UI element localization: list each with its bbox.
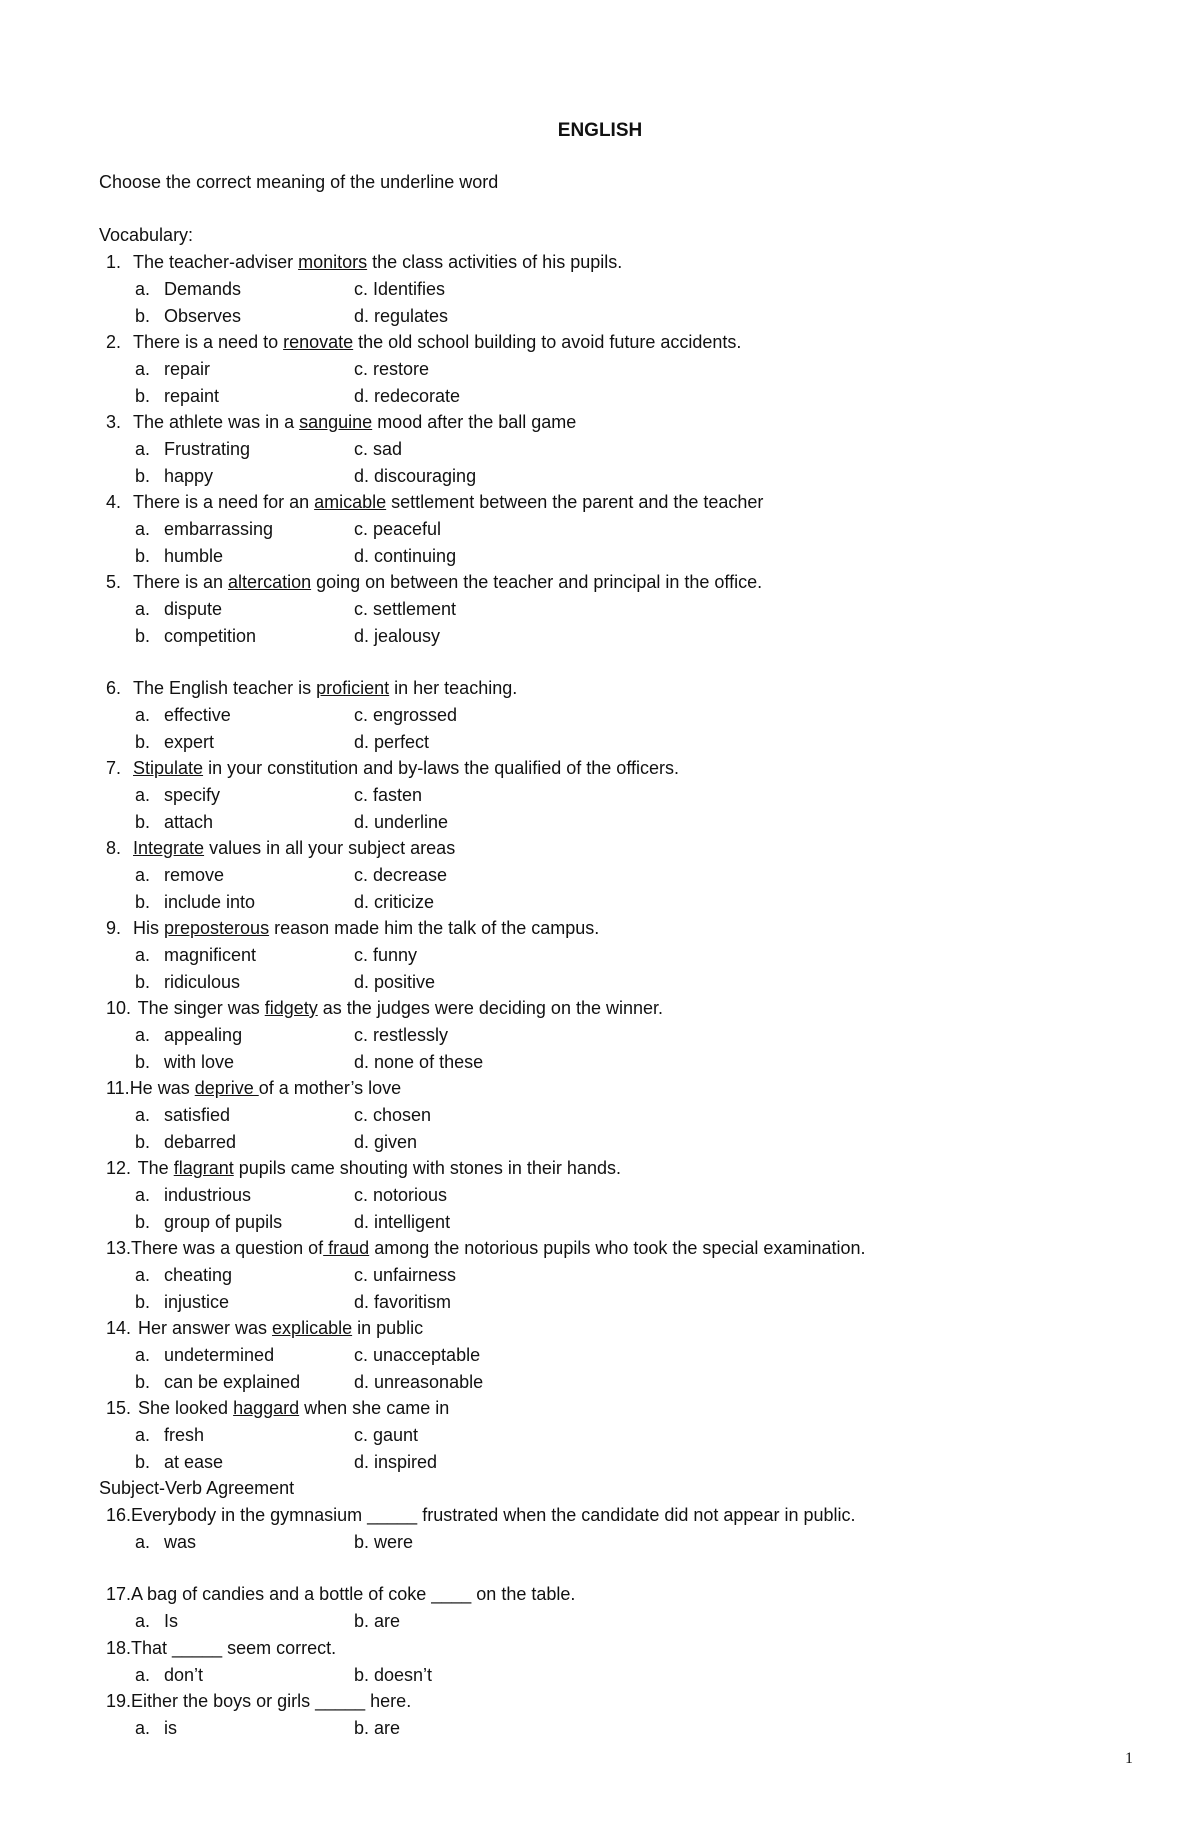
option-d: d. favoritism — [354, 1291, 452, 1312]
option-letter: b. — [135, 1211, 151, 1232]
option-text: is — [164, 1717, 177, 1738]
question-text: There was a question of — [131, 1238, 324, 1258]
option-a — [135, 439, 250, 460]
option-letter: b. — [135, 385, 151, 406]
option-text: specify — [164, 784, 221, 805]
option-c: c. gaunt — [354, 1424, 419, 1445]
option-a — [135, 1265, 232, 1286]
option-letter: a. — [135, 1664, 151, 1685]
question-text: when she came in — [299, 1398, 450, 1418]
option-b — [135, 626, 256, 647]
option-text: Demands — [164, 278, 242, 299]
option-text: industrious — [164, 1184, 252, 1205]
question-text: in her teaching. — [389, 678, 518, 698]
option-letter: a. — [135, 1024, 151, 1045]
question-number: 13. — [106, 1238, 132, 1258]
option-c: c. settlement — [354, 598, 457, 619]
option-text: expert — [164, 731, 215, 752]
question-text: She looked — [133, 1398, 234, 1418]
question-number: 16. — [106, 1505, 132, 1525]
question-stem — [106, 412, 576, 433]
question-number: 17. — [106, 1584, 132, 1604]
option-letter: b. — [135, 305, 151, 326]
option-text: don’t — [164, 1664, 204, 1685]
option-a — [135, 1185, 251, 1206]
underlined-word: sanguine — [299, 412, 373, 432]
question-text: The teacher-adviser — [133, 252, 299, 272]
option-text: embarrassing — [164, 518, 274, 539]
option-b: b. doesn’t — [354, 1664, 433, 1685]
underlined-word: altercation — [228, 572, 312, 592]
option-letter: a. — [135, 1531, 151, 1552]
option-c: c. decrease — [354, 864, 448, 885]
question-stem — [106, 1691, 411, 1712]
option-a — [135, 1025, 242, 1046]
option-letter: a. — [135, 944, 151, 965]
question-text: reason made him the talk of the campus. — [269, 918, 600, 938]
option-d: d. underline — [354, 811, 449, 832]
question-stem — [106, 1398, 449, 1419]
option-d: d. regulates — [354, 305, 449, 326]
option-text: Is — [164, 1610, 179, 1631]
question-text: The athlete was in a — [133, 412, 300, 432]
option-d: d. positive — [354, 971, 436, 992]
option-a — [135, 1345, 274, 1366]
document-title: ENGLISH — [557, 120, 643, 141]
question-stem — [106, 758, 679, 779]
option-text: satisfied — [164, 1104, 231, 1125]
question-text: settlement between the parent and the teacher — [386, 492, 764, 512]
question-text: going on between the teacher and principal in the office. — [311, 572, 763, 592]
section-vocabulary: Vocabulary: — [99, 225, 194, 245]
question-stem — [106, 1078, 401, 1099]
underlined-word: fidgety — [264, 998, 318, 1018]
option-text: competition — [164, 625, 257, 646]
option-b: b. were — [354, 1531, 414, 1552]
question-text: The — [133, 1158, 174, 1178]
option-text: at ease — [164, 1451, 224, 1472]
underlined-word: amicable — [314, 492, 387, 512]
option-letter: b. — [135, 1451, 151, 1472]
section-subject-verb-agreement: Subject-Verb Agreement — [99, 1478, 295, 1498]
question-number: 11. — [106, 1078, 130, 1098]
question-text: His — [133, 918, 164, 938]
question-number: 6. — [106, 678, 122, 698]
underlined-word: fraud — [323, 1238, 370, 1258]
question-stem — [106, 1238, 866, 1259]
underlined-word: preposterous — [164, 918, 270, 938]
option-a — [135, 1718, 177, 1739]
option-text: was — [164, 1531, 197, 1552]
option-letter: b. — [135, 545, 151, 566]
option-text: repaint — [164, 385, 220, 406]
question-number: 12. — [106, 1158, 132, 1178]
option-text: happy — [164, 465, 214, 486]
underlined-word: explicable — [272, 1318, 353, 1338]
underlined-word: Stipulate — [133, 758, 204, 778]
option-a — [135, 705, 231, 726]
option-c: c. unfairness — [354, 1264, 457, 1285]
question-number: 14. — [106, 1318, 132, 1338]
question-text: of a mother’s love — [258, 1078, 402, 1098]
option-letter: b. — [135, 971, 151, 992]
option-a — [135, 1532, 196, 1553]
option-letter: a. — [135, 1264, 151, 1285]
option-b: b. are — [354, 1610, 401, 1631]
option-text: magnificent — [164, 944, 257, 965]
question-text: That _____ seem correct. — [131, 1638, 337, 1658]
question-text: the class activities of his pupils. — [367, 252, 623, 272]
option-letter: b. — [135, 1051, 151, 1072]
question-text: The singer was — [133, 998, 265, 1018]
option-a — [135, 865, 224, 886]
option-letter: a. — [135, 1610, 151, 1631]
question-text: the old school building to avoid future accidents. — [353, 332, 742, 352]
option-d: d. perfect — [354, 731, 430, 752]
option-c: c. unacceptable — [354, 1344, 481, 1365]
option-b — [135, 386, 219, 407]
option-text: appealing — [164, 1024, 243, 1045]
instructions: Choose the correct meaning of the underline word — [99, 172, 499, 192]
option-text: dispute — [164, 598, 223, 619]
option-d: d. none of these — [354, 1051, 484, 1072]
option-b — [135, 1052, 234, 1073]
option-text: attach — [164, 811, 214, 832]
underlined-word: Integrate — [133, 838, 205, 858]
option-letter: a. — [135, 1344, 151, 1365]
question-number: 19. — [106, 1691, 132, 1711]
option-a — [135, 785, 220, 806]
question-number: 2. — [106, 332, 122, 352]
option-d: d. criticize — [354, 891, 435, 912]
option-letter: b. — [135, 1291, 151, 1312]
option-text: injustice — [164, 1291, 230, 1312]
question-number: 9. — [106, 918, 122, 938]
option-d: d. jealousy — [354, 625, 441, 646]
option-c: c. peaceful — [354, 518, 442, 539]
question-number: 10. — [106, 998, 132, 1018]
option-letter: b. — [135, 625, 151, 646]
option-letter: b. — [135, 731, 151, 752]
question-text: among the notorious pupils who took the special examination. — [369, 1238, 866, 1258]
question-stem — [106, 1638, 336, 1659]
option-text: humble — [164, 545, 224, 566]
question-text: A bag of candies and a bottle of coke ____ on the table. — [131, 1584, 576, 1604]
option-text: Frustrating — [164, 438, 251, 459]
option-text: include into — [164, 891, 256, 912]
question-text: values in all your subject areas — [204, 838, 456, 858]
option-c: c. fasten — [354, 784, 423, 805]
option-text: fresh — [164, 1424, 205, 1445]
option-c: c. engrossed — [354, 704, 458, 725]
question-number: 3. — [106, 412, 122, 432]
question-stem — [106, 572, 762, 593]
question-stem — [106, 918, 599, 939]
option-a — [135, 359, 210, 380]
question-stem — [106, 998, 663, 1019]
option-text: cheating — [164, 1264, 233, 1285]
question-stem — [106, 1318, 423, 1339]
option-a — [135, 1611, 178, 1632]
question-text: mood after the ball game — [372, 412, 577, 432]
question-text: pupils came shouting with stones in their hands. — [233, 1158, 621, 1178]
option-c: c. chosen — [354, 1104, 432, 1125]
underlined-word: haggard — [233, 1398, 300, 1418]
question-text: Everybody in the gymnasium _____ frustrated when the candidate did not appear in public. — [131, 1505, 856, 1525]
option-letter: a. — [135, 1104, 151, 1125]
option-b — [135, 972, 240, 993]
option-letter: a. — [135, 438, 151, 459]
question-text: The English teacher is — [133, 678, 317, 698]
option-b — [135, 1372, 300, 1393]
option-d: d. intelligent — [354, 1211, 451, 1232]
question-stem — [106, 678, 517, 699]
question-stem — [106, 838, 455, 859]
question-text: There is an — [133, 572, 229, 592]
option-letter: a. — [135, 278, 151, 299]
question-number: 8. — [106, 838, 122, 858]
question-number: 18. — [106, 1638, 132, 1658]
question-text: There is a need to — [133, 332, 284, 352]
option-letter: a. — [135, 784, 151, 805]
option-b — [135, 1212, 282, 1233]
option-b — [135, 466, 213, 487]
question-text: in your constitution and by-laws the qualified of the officers. — [203, 758, 679, 778]
option-a — [135, 1105, 230, 1126]
option-letter: b. — [135, 1131, 151, 1152]
question-number: 15. — [106, 1398, 132, 1418]
underlined-word: proficient — [316, 678, 390, 698]
option-b: b. are — [354, 1717, 401, 1738]
option-b — [135, 892, 255, 913]
option-letter: a. — [135, 1717, 151, 1738]
question-text: in public — [352, 1318, 424, 1338]
question-text: Her answer was — [133, 1318, 273, 1338]
option-c: c. sad — [354, 438, 403, 459]
option-a — [135, 1665, 203, 1686]
option-b — [135, 732, 214, 753]
page-number: 1 — [1125, 1750, 1133, 1767]
question-number: 5. — [106, 572, 122, 592]
question-text: He was — [129, 1078, 195, 1098]
question-stem — [106, 332, 741, 353]
underlined-word: renovate — [283, 332, 354, 352]
underlined-word: deprive — [194, 1078, 259, 1098]
option-c: c. restlessly — [354, 1024, 449, 1045]
option-letter: a. — [135, 358, 151, 379]
option-a — [135, 945, 256, 966]
option-b — [135, 546, 223, 567]
option-b — [135, 1292, 229, 1313]
option-text: with love — [164, 1051, 235, 1072]
option-letter: a. — [135, 598, 151, 619]
option-d: d. inspired — [354, 1451, 438, 1472]
question-stem — [106, 1584, 575, 1605]
option-letter: b. — [135, 811, 151, 832]
option-d: d. unreasonable — [354, 1371, 484, 1392]
option-a — [135, 599, 222, 620]
option-b — [135, 812, 213, 833]
option-b — [135, 306, 241, 327]
question-number: 4. — [106, 492, 122, 512]
underlined-word: monitors — [298, 252, 368, 272]
question-number: 7. — [106, 758, 122, 778]
option-letter: a. — [135, 1424, 151, 1445]
option-a — [135, 279, 241, 300]
question-text: There is a need for an — [133, 492, 315, 512]
option-letter: b. — [135, 465, 151, 486]
option-letter: b. — [135, 1371, 151, 1392]
option-text: group of pupils — [164, 1211, 283, 1232]
question-stem — [106, 492, 763, 513]
option-d: d. given — [354, 1131, 418, 1152]
option-c: c. notorious — [354, 1184, 448, 1205]
option-c: c. funny — [354, 944, 418, 965]
option-b — [135, 1452, 223, 1473]
option-text: Observes — [164, 305, 242, 326]
question-stem — [106, 252, 622, 273]
option-a — [135, 1425, 204, 1446]
question-stem — [106, 1505, 856, 1526]
question-text: Either the boys or girls _____ here. — [131, 1691, 412, 1711]
option-text: undetermined — [164, 1344, 275, 1365]
option-letter: b. — [135, 891, 151, 912]
option-text: can be explained — [164, 1371, 301, 1392]
question-text: as the judges were deciding on the winner. — [317, 998, 664, 1018]
option-a — [135, 519, 273, 540]
option-c: c. restore — [354, 358, 430, 379]
option-d: d. discouraging — [354, 465, 477, 486]
option-text: remove — [164, 864, 225, 885]
option-text: effective — [164, 704, 231, 725]
option-text: ridiculous — [164, 971, 241, 992]
option-d: d. redecorate — [354, 385, 461, 406]
option-c: c. Identifies — [354, 278, 446, 299]
option-d: d. continuing — [354, 545, 457, 566]
option-letter: a. — [135, 864, 151, 885]
option-b — [135, 1132, 236, 1153]
question-number: 1. — [106, 252, 122, 272]
underlined-word: flagrant — [173, 1158, 234, 1178]
option-letter: a. — [135, 518, 151, 539]
option-letter: a. — [135, 1184, 151, 1205]
option-letter: a. — [135, 704, 151, 725]
option-text: repair — [164, 358, 211, 379]
option-text: debarred — [164, 1131, 237, 1152]
question-stem — [106, 1158, 621, 1179]
